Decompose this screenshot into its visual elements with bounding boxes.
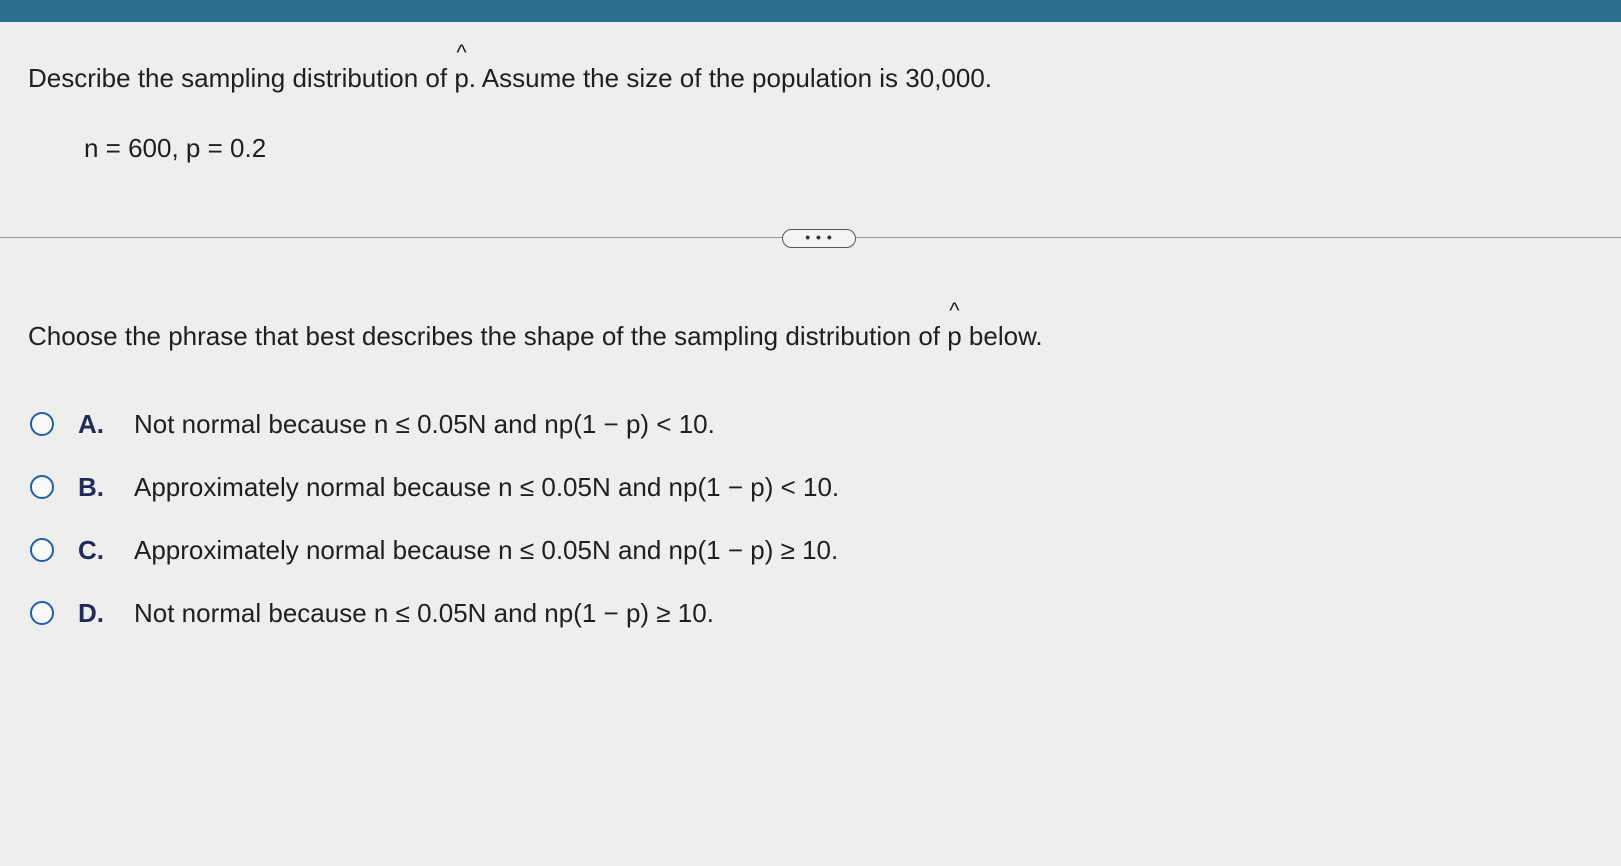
instruction-text: [28, 298, 1043, 352]
p-hat-symbol: ^ p: [947, 298, 962, 351]
instruction-suffix: below.: [961, 321, 1043, 351]
option-text: Not normal because n ≤ 0.05N and np(1 − p) ≥ 10.: [134, 598, 714, 628]
question-suffix: . Assume the size of the population is 30,000.: [468, 63, 993, 93]
given-values: n = 600, p = 0.2: [84, 133, 267, 163]
option-text: Not normal because n ≤ 0.05N and np(1 − p) < 10.: [134, 409, 715, 439]
radio-button[interactable]: [30, 601, 54, 625]
option-text: Approximately normal because n ≤ 0.05N and np(1 − p) ≥ 10.: [134, 535, 839, 565]
instruction-prefix: Choose the phrase that best describes the shape of the sampling distribution of: [28, 321, 948, 351]
more-button[interactable]: • • •: [782, 229, 856, 248]
radio-button[interactable]: [30, 475, 54, 499]
option-letter: C.: [78, 535, 104, 565]
question-text: [28, 40, 993, 94]
question-prefix: Describe the sampling distribution of: [28, 63, 455, 93]
option-letter: A.: [78, 409, 104, 439]
option-letter: B.: [78, 472, 104, 502]
option-text: Approximately normal because n ≤ 0.05N and np(1 − p) < 10.: [134, 472, 840, 502]
radio-button[interactable]: [30, 412, 54, 436]
option-letter: D.: [78, 598, 104, 628]
p-hat-symbol: ^ p: [454, 40, 469, 93]
radio-button[interactable]: [30, 538, 54, 562]
top-bar: [0, 0, 1621, 22]
